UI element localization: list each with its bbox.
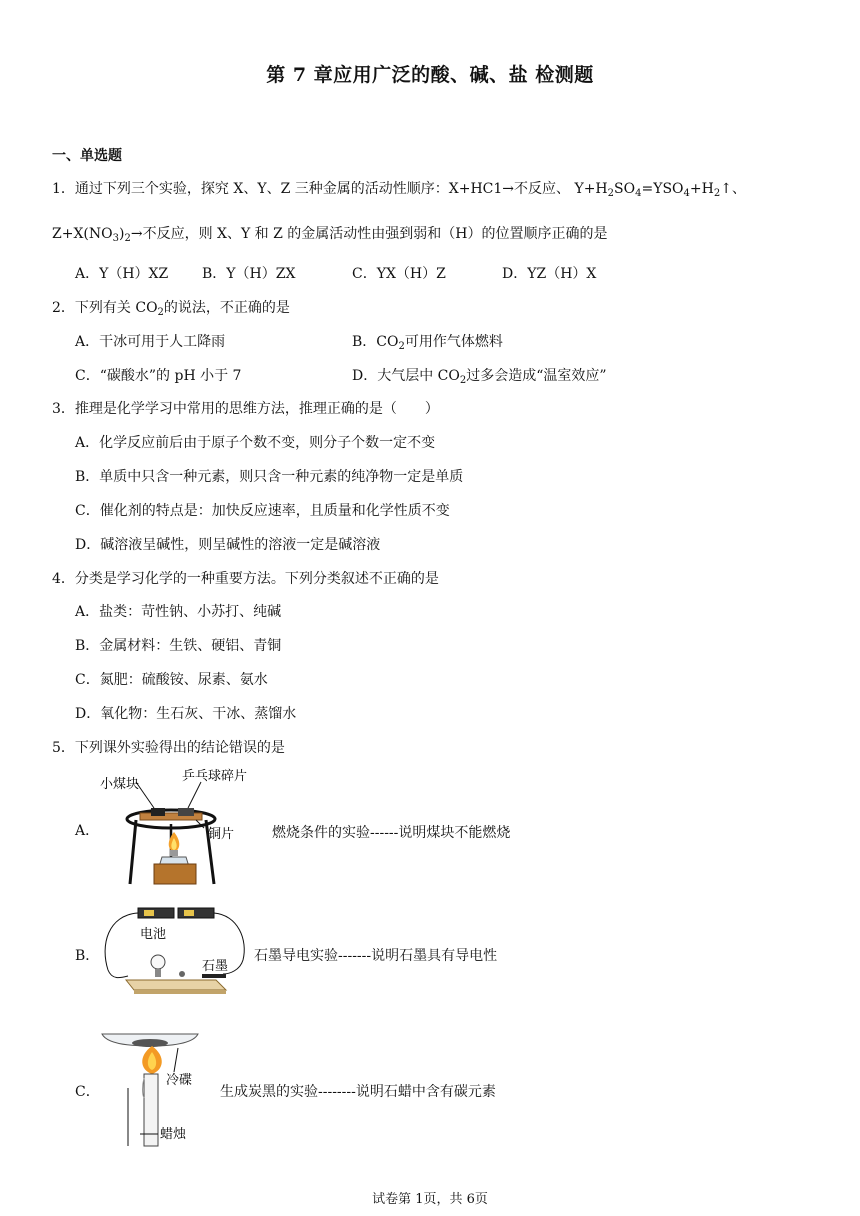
question-2-option-d: D．大气层中 $CO_2$过多会造成“温室效应” <box>352 368 607 386</box>
question-5-stem: 5．下列课外实验得出的结论错误的是 <box>52 740 285 756</box>
question-3-option-d: D．碱溶液呈碱性，则呈碱性的溶液一定是碱溶液 <box>75 537 381 553</box>
question-1-line-2: $Z+X(NO_3)_2\to$不反应，则 X、Y 和 Z 的金属活动性由强到弱和（H）的位置顺序正确的是 <box>52 226 608 244</box>
question-4-option-a: A．盐类：苛性钠、小苏打、纯碱 <box>75 604 282 620</box>
question-3-option-c: C．催化剂的特点是：加快反应速率，且质量和化学性质不变 <box>75 503 450 519</box>
question-5-option-c-letter: C． <box>75 1084 100 1100</box>
question-4-option-b: B．金属材料：生铁、硬铝、青铜 <box>75 638 282 654</box>
question-1-option-a: A．Y（H）XZ <box>75 266 169 282</box>
battery-label: 电池 <box>140 927 167 942</box>
candle-label: 蜡烛 <box>160 1127 187 1142</box>
question-4-option-c: C．氮肥：硫酸铵、尿素、氨水 <box>75 672 268 688</box>
question-5-option-a-text: 燃烧条件的实验------说明煤块不能燃烧 <box>272 825 511 841</box>
page-title: 第 7 章应用广泛的酸、碱、盐 检测题 <box>266 64 594 86</box>
question-1-option-d: D．YZ（H）X <box>502 266 597 282</box>
question-5-option-b-text: 石墨导电实验-------说明石墨具有导电性 <box>254 948 498 964</box>
coal-label: 小煤块 <box>100 777 140 792</box>
question-5-option-b-letter: B． <box>75 948 100 964</box>
question-3-option-a: A．化学反应前后由于原子个数不变，则分子个数一定不变 <box>75 435 436 451</box>
candle-soot-figure <box>98 1028 218 1150</box>
question-1-option-c: C．YX（H）Z <box>352 266 446 282</box>
question-2-stem: 2．下列有关 $CO_2$的说法，不正确的是 <box>52 300 290 318</box>
question-4-stem: 4．分类是学习化学的一种重要方法。下列分类叙述不正确的是 <box>52 571 439 587</box>
question-1-line-1: 1．通过下列三个实验，探究 X、Y、Z 三种金属的活动性顺序：X+HC1→不反应、 $Y+H_2SO_4=YSO_4+H_2↑$、 <box>52 181 746 199</box>
section-heading: 一、单选题 <box>52 148 122 164</box>
question-2-option-a: A．干冰可用于人工降雨 <box>75 334 226 350</box>
copper-label: 铜片 <box>208 827 235 842</box>
question-2-option-c: C．“碳酸水”的 pH 小于 7 <box>75 368 242 384</box>
pingpong-label: 乒乓球碎片 <box>182 769 248 784</box>
graphite-label: 石墨 <box>202 959 229 974</box>
graphite-conductivity-figure <box>98 900 253 1000</box>
dish-label: 冷碟 <box>166 1073 193 1088</box>
question-5-option-a-letter: A． <box>75 823 100 839</box>
combustion-experiment-figure <box>96 762 271 890</box>
question-3-option-b: B．单质中只含一种元素，则只含一种元素的纯净物一定是单质 <box>75 469 464 485</box>
question-4-option-d: D．氧化物：生石灰、干冰、蒸馏水 <box>75 706 297 722</box>
page-footer: 试卷第 1页，共 6页 <box>372 1192 488 1207</box>
question-5-option-c-text: 生成炭黑的实验--------说明石蜡中含有碳元素 <box>220 1084 496 1100</box>
question-3-stem: 3．推理是化学学习中常用的思维方法，推理正确的是（ ） <box>52 401 439 417</box>
question-2-option-b: B．$CO_2$可用作气体燃料 <box>352 334 503 352</box>
question-1-option-b: B．Y（H）ZX <box>202 266 296 282</box>
